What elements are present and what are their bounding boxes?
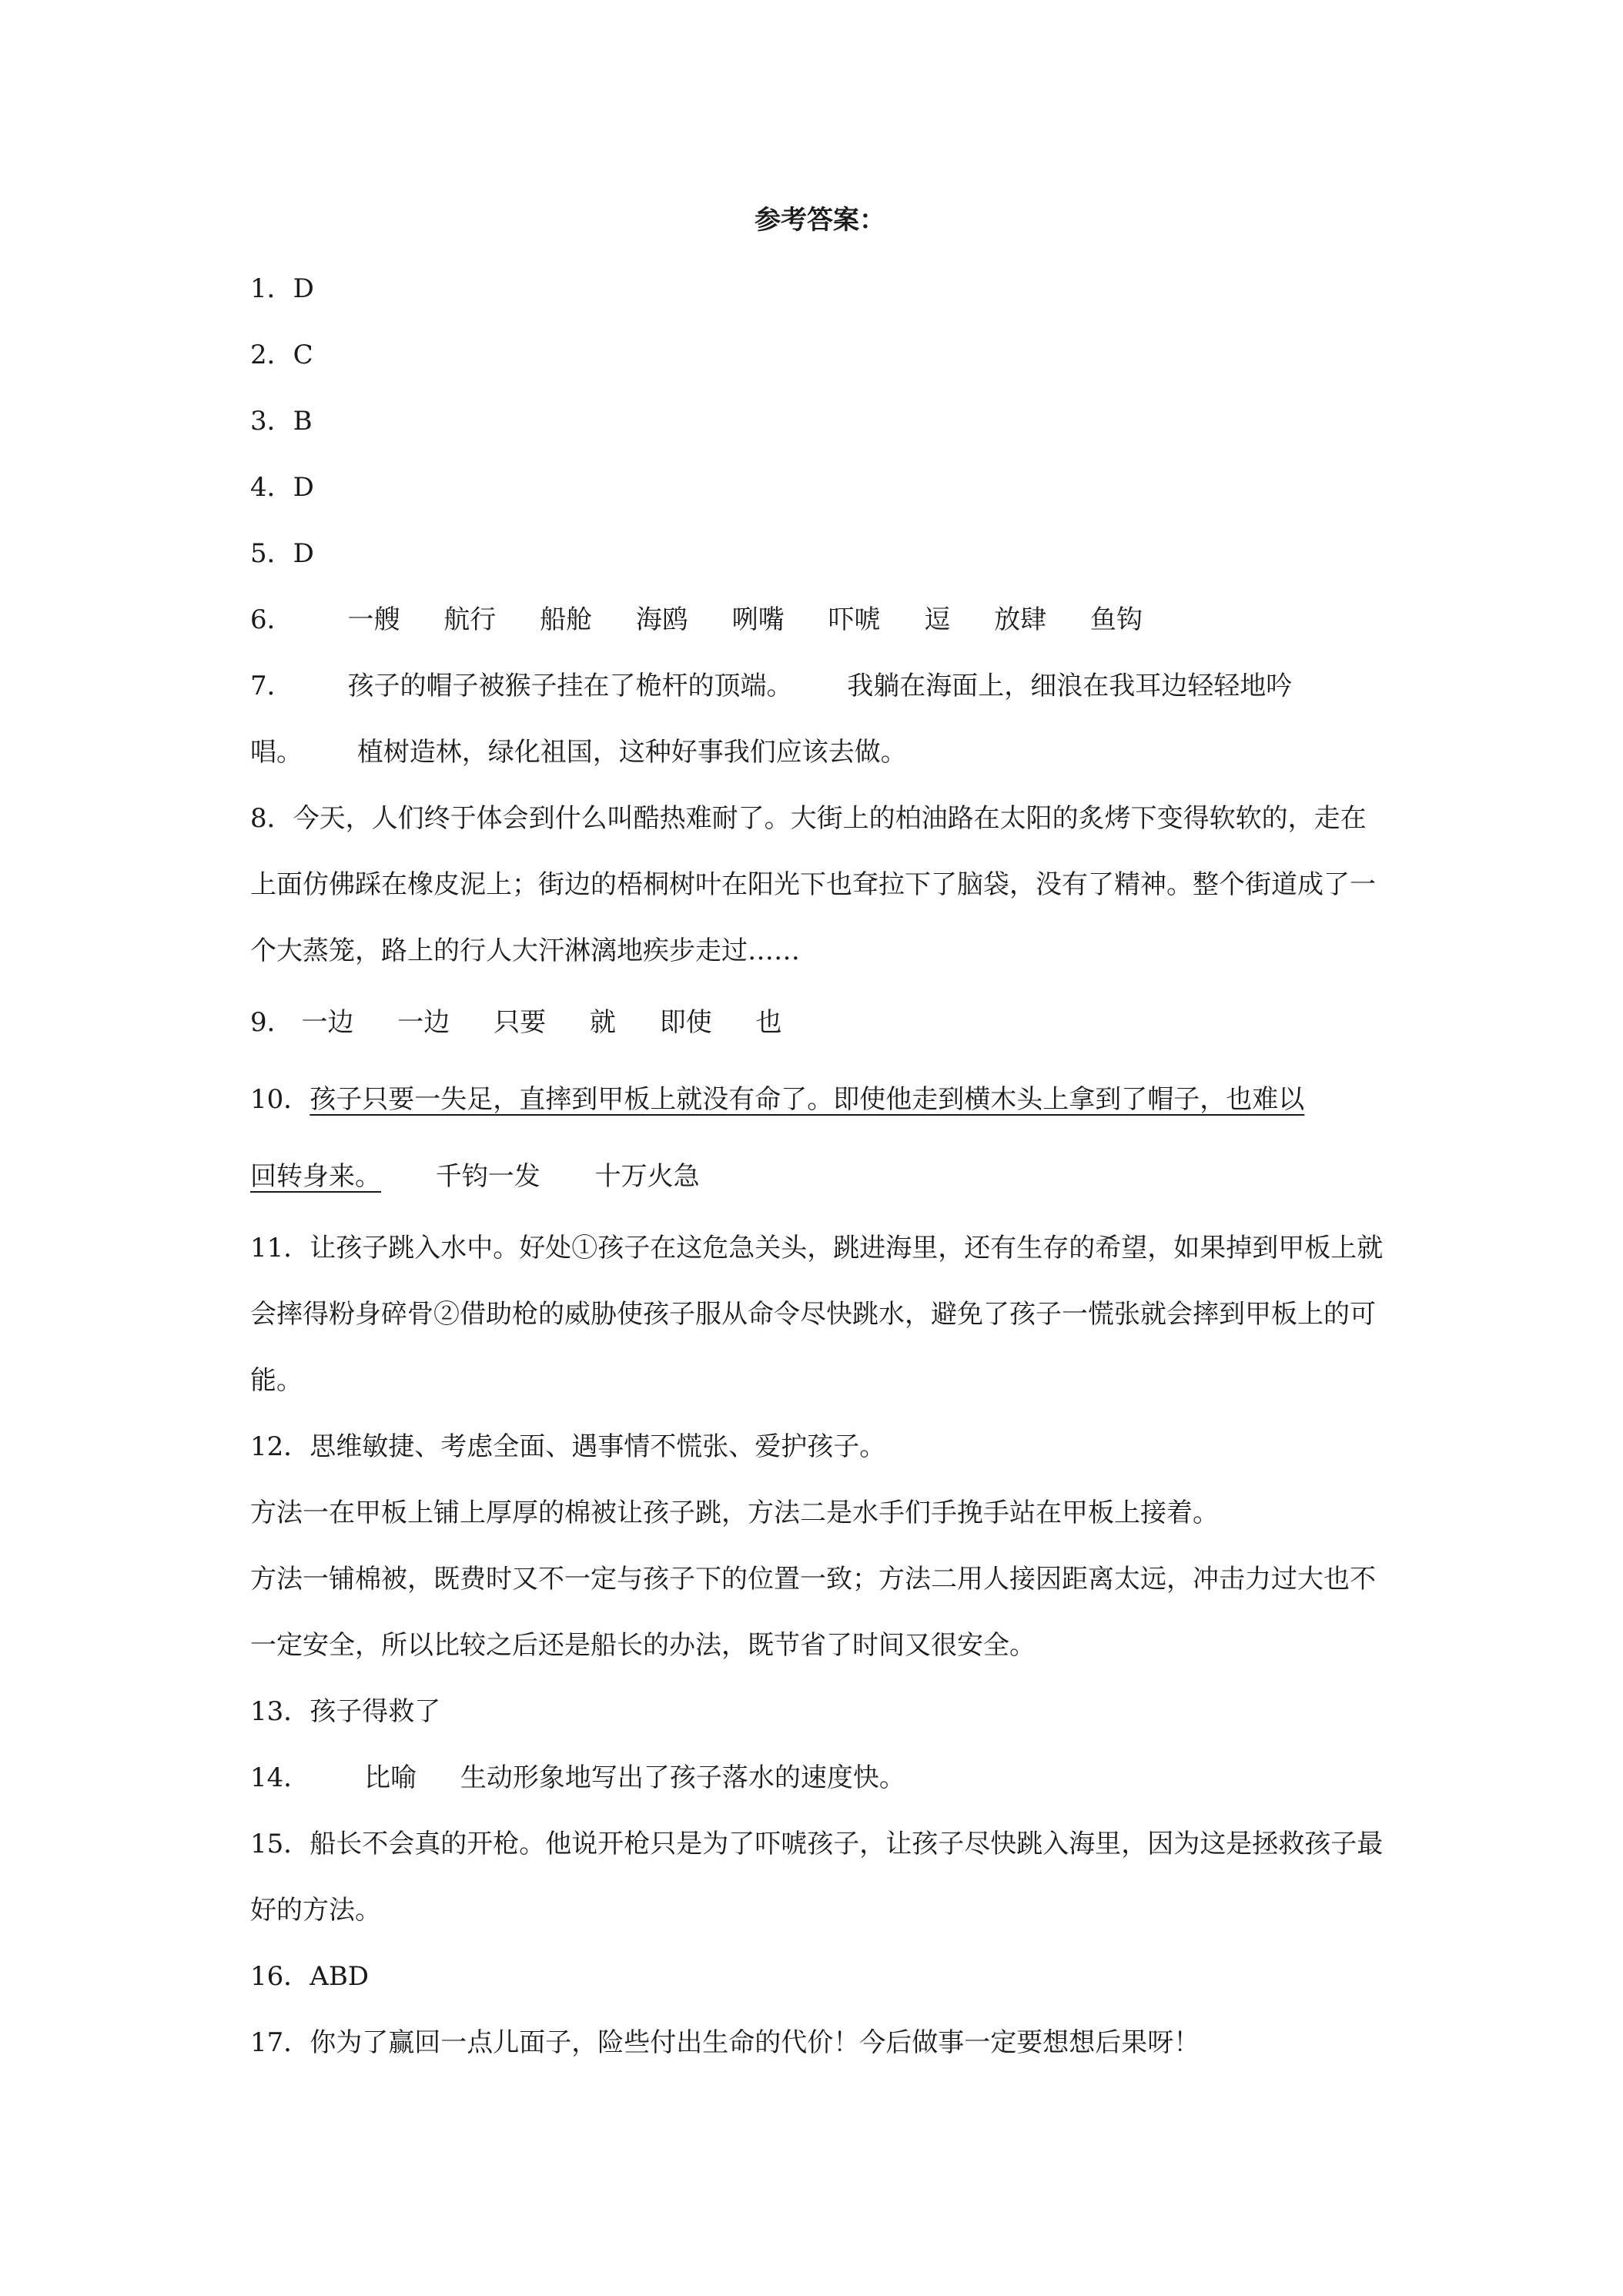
answer-10-underlined-text-end: 回转身来。 bbox=[250, 1161, 381, 1192]
answer-7-sentence-3: 植树造林，绿化祖国，这种好事我们应该去做。 bbox=[356, 737, 907, 768]
answer-14-word: 比喻 bbox=[364, 1762, 417, 1793]
answer-14-explanation: 生动形象地写出了孩子落水的速度快。 bbox=[460, 1762, 905, 1793]
answer-9-word: 只要 bbox=[494, 1007, 547, 1038]
answer-sheet bbox=[250, 192, 1390, 2076]
answer-10-word-2: 十万火急 bbox=[594, 1161, 700, 1192]
answer-6-word: 咧嘴 bbox=[731, 604, 785, 635]
answer-9-word: 一边 bbox=[301, 1007, 354, 1038]
answer-8: 8．今天，人们终于体会到什么叫酷热难耐了。大街上的柏油路在太阳的炙烤下变得软软的，走在上面仿佛踩在橡皮泥上；街边的梧桐树叶在阳光下也耷拉下了脑袋，没有了精神。整个街道成了一个大蒸笼，路上的行人大汗淋漓地疾步走过…… bbox=[250, 803, 1376, 966]
answer-9-word: 就 bbox=[589, 1007, 616, 1038]
answer-14 bbox=[250, 1745, 1390, 1811]
answer-1: 1．D bbox=[250, 273, 314, 304]
answer-12-line-3: 方法一铺棉被，既费时又不一定与孩子下的位置一致；方法二用人接因距离太远，冲击力过大也不一定安全，所以比较之后还是船长的办法，既节省了时间又很安全。 bbox=[250, 1564, 1376, 1661]
answer-7-number: 7． bbox=[250, 671, 293, 701]
answer-17: 17．你为了赢回一点儿面子，险些付出生命的代价！今后做事一定要想想后果呀！ bbox=[250, 2027, 1200, 2058]
page-title: 参考答案： bbox=[755, 205, 885, 236]
answer-10-line-2 bbox=[250, 1138, 1390, 1215]
answer-6-word: 逗 bbox=[924, 604, 951, 635]
answer-16: 16．ABD bbox=[250, 1961, 370, 1992]
answer-6-word: 鱼钩 bbox=[1089, 604, 1143, 635]
answer-6-word: 一艘 bbox=[347, 604, 400, 635]
answer-3: 3．B bbox=[250, 406, 313, 437]
answer-6 bbox=[250, 587, 1390, 653]
answer-6-word: 放肆 bbox=[994, 604, 1047, 635]
answer-9 bbox=[250, 984, 1390, 1061]
answer-12-line-2: 方法一在甲板上铺上厚厚的棉被让孩子跳，方法二是水手们手挽手站在甲板上接着。 bbox=[250, 1498, 1219, 1528]
answer-6-word: 航行 bbox=[443, 604, 497, 635]
answer-13: 13．孩子得救了 bbox=[250, 1696, 441, 1727]
answer-6-word: 船舱 bbox=[540, 604, 593, 635]
answer-7-sentence-2: 我躺在海面上，细浪在我耳边轻轻地吟 bbox=[847, 671, 1293, 701]
answer-10-line-1 bbox=[250, 1061, 1390, 1138]
answer-2: 2．C bbox=[250, 340, 313, 370]
answer-10-number: 10． bbox=[250, 1084, 310, 1115]
answer-7-line-2 bbox=[250, 719, 1390, 785]
answer-9-number: 9． bbox=[250, 1007, 293, 1038]
answer-6-word: 海鸥 bbox=[635, 604, 688, 635]
answer-6-number: 6． bbox=[250, 604, 293, 635]
answer-9-word: 一边 bbox=[397, 1007, 450, 1038]
answer-10-underlined-text: 孩子只要一失足，直摔到甲板上就没有命了。即使他走到横木头上拿到了帽子，也难以 bbox=[310, 1084, 1305, 1115]
answer-7-line-1 bbox=[250, 653, 1390, 719]
answer-5: 5．D bbox=[250, 538, 314, 569]
answer-4: 4．D bbox=[250, 472, 314, 503]
answer-14-number: 14． bbox=[250, 1762, 310, 1793]
answer-11: 11．让孩子跳入水中。好处①孩子在这危急关头，跳进海里，还有生存的希望，如果掉到甲板上就会摔得粉身碎骨②借助枪的威胁使孩子服从命令尽快跳水，避免了孩子一慌张就会摔到甲板上的可能。 bbox=[250, 1233, 1384, 1396]
answer-9-word: 即使 bbox=[659, 1007, 712, 1038]
answer-9-word: 也 bbox=[755, 1007, 782, 1038]
answer-7-sentence-2-end: 唱。 bbox=[250, 737, 303, 768]
answer-6-word: 吓唬 bbox=[828, 604, 881, 635]
answer-12-line-1: 12．思维敏捷、考虑全面、遇事情不慌张、爱护孩子。 bbox=[250, 1431, 886, 1462]
answer-15: 15．船长不会真的开枪。他说开枪只是为了吓唬孩子，让孩子尽快跳入海里，因为这是拯救孩子最好的方法。 bbox=[250, 1829, 1384, 1926]
answer-10-word-1: 千钧一发 bbox=[435, 1161, 540, 1192]
answer-7-sentence-1: 孩子的帽子被猴子挂在了桅杆的顶端。 bbox=[347, 671, 793, 701]
